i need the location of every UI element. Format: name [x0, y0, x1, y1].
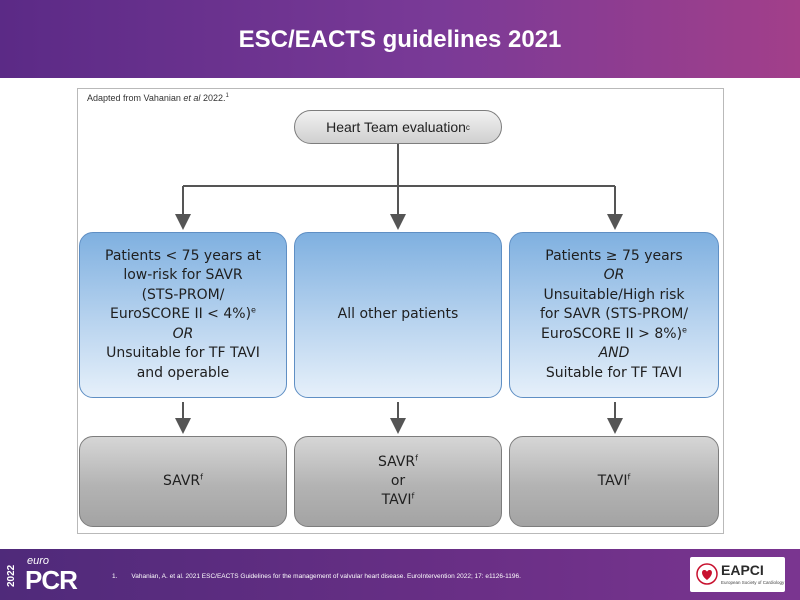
partner-name: EAPCI	[721, 562, 764, 578]
footer-brand-euro: euro	[27, 555, 50, 567]
footer-reference: 1. Vahanian, A. et al. 2021 ESC/EACTS Guidelines for the management of valvular heart disease. EuroIntervention 2022; 17: e1126-1196.	[112, 573, 521, 580]
partner-logo	[690, 557, 785, 592]
diagram-panel	[77, 88, 724, 534]
criteria-node-older-high-risk: Patients ≥ 75 years OR Unsuitable/High risk for SAVR (STS-PROM/ EuroSCORE II > 8%)$^e$ AND Suitable for TF TAVI	[509, 232, 719, 398]
partner-subtitle: European Society of Cardiology	[721, 580, 785, 585]
source-note: Adapted from Vahanian et al 2022.$^1$	[87, 93, 229, 103]
footer-year: 2022	[6, 564, 17, 588]
footer-brand-pcr: PCR	[25, 565, 77, 595]
outcome-node-savr: SAVR$^f$	[79, 436, 287, 527]
criteria-node-all-other: All other patients	[294, 232, 502, 398]
slide-title: ESC/EACTS guidelines 2021	[238, 26, 562, 53]
heart-icon	[696, 563, 718, 585]
outcome-node-savr-or-tavi: SAVR$^f$ or TAVI$^f$	[294, 436, 502, 527]
outcome-node-tavi: TAVI$^f$	[509, 436, 719, 527]
criteria-node-young-low-risk: Patients < 75 years at low-risk for SAVR (STS-PROM/ EuroSCORE II < 4%)$^e$ OR Unsuitable for TF TAVI and operable	[79, 232, 287, 398]
slide-footer	[0, 549, 800, 600]
heart-team-evaluation-node: Heart Team evaluation c	[294, 110, 502, 144]
slide-header	[0, 0, 800, 78]
